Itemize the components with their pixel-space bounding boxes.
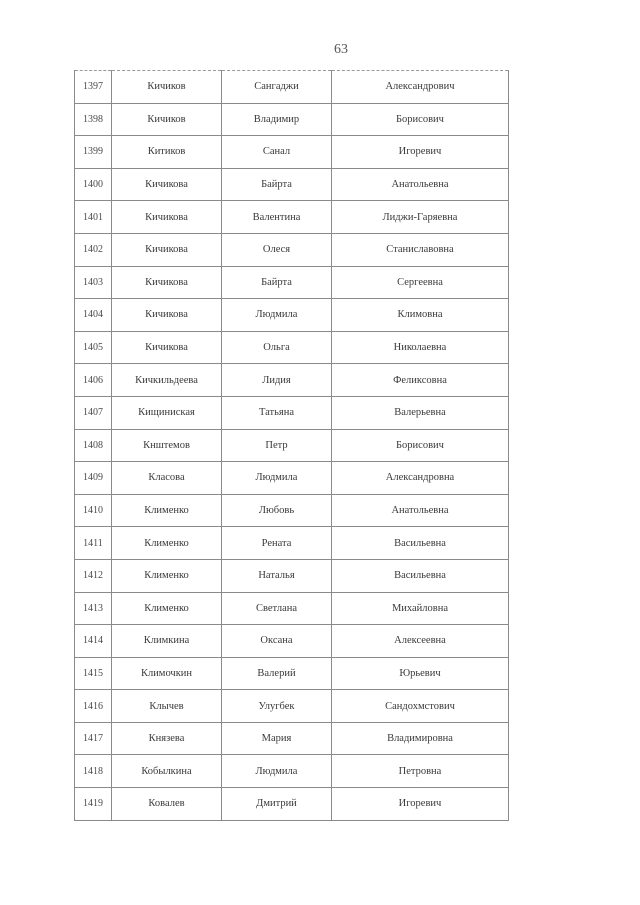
first-name-cell: Людмила [222,299,332,332]
patronymic-cell: Анатольевна [332,494,509,527]
row-number-cell: 1416 [75,690,112,723]
table-row [75,201,509,234]
surname-cell: Класова [112,462,222,495]
table-row [75,168,509,201]
surname-cell: Кичиков [112,103,222,136]
surname-cell: Климкина [112,625,222,658]
first-name-cell: Ольга [222,331,332,364]
surname-cell: Кобылкина [112,755,222,788]
patronymic-cell: Васильевна [332,527,509,560]
first-name-cell: Сангаджи [222,71,332,104]
row-number-cell: 1407 [75,396,112,429]
patronymic-cell: Александрович [332,71,509,104]
table-row [75,103,509,136]
table-row [75,71,509,104]
page-number: 63 [334,42,348,57]
table-row [75,527,509,560]
row-number-cell: 1397 [75,71,112,104]
first-name-cell: Мария [222,722,332,755]
first-name-cell: Лидия [222,364,332,397]
table-row [75,788,509,821]
row-number-cell: 1414 [75,625,112,658]
patronymic-cell: Игоревич [332,788,509,821]
surname-cell: Кичикова [112,201,222,234]
patronymic-cell: Сергеевна [332,266,509,299]
table-row [75,364,509,397]
patronymic-cell: Сандохмстович [332,690,509,723]
surname-cell: Кичикова [112,331,222,364]
surname-cell: Китиков [112,136,222,169]
row-number-cell: 1413 [75,592,112,625]
surname-cell: Клименко [112,559,222,592]
table-row [75,657,509,690]
row-number-cell: 1415 [75,657,112,690]
first-name-cell: Владимир [222,103,332,136]
surname-cell: Кнштемов [112,429,222,462]
table-row [75,592,509,625]
row-number-cell: 1399 [75,136,112,169]
row-number-cell: 1411 [75,527,112,560]
first-name-cell: Валерий [222,657,332,690]
surname-cell: Клименко [112,592,222,625]
table-row [75,429,509,462]
first-name-cell: Оксана [222,625,332,658]
row-number-cell: 1400 [75,168,112,201]
first-name-cell: Дмитрий [222,788,332,821]
patronymic-cell: Николаевна [332,331,509,364]
registry-table-body [75,71,509,821]
row-number-cell: 1417 [75,722,112,755]
surname-cell: Кичикова [112,266,222,299]
surname-cell: Клименко [112,527,222,560]
first-name-cell: Олеся [222,233,332,266]
surname-cell: Кичикова [112,233,222,266]
surname-cell: Кичикова [112,168,222,201]
row-number-cell: 1408 [75,429,112,462]
patronymic-cell: Алексеевна [332,625,509,658]
first-name-cell: Светлана [222,592,332,625]
row-number-cell: 1418 [75,755,112,788]
table-row [75,494,509,527]
patronymic-cell: Климовна [332,299,509,332]
table-row [75,559,509,592]
row-number-cell: 1403 [75,266,112,299]
patronymic-cell: Анатольевна [332,168,509,201]
patronymic-cell: Игоревич [332,136,509,169]
table-row [75,266,509,299]
surname-cell: Князева [112,722,222,755]
row-number-cell: 1401 [75,201,112,234]
patronymic-cell: Лиджи-Гаряевна [332,201,509,234]
first-name-cell: Валентина [222,201,332,234]
first-name-cell: Наталья [222,559,332,592]
patronymic-cell: Валерьевна [332,396,509,429]
row-number-cell: 1419 [75,788,112,821]
row-number-cell: 1398 [75,103,112,136]
first-name-cell: Санал [222,136,332,169]
patronymic-cell: Юрьевич [332,657,509,690]
registry-table [74,70,509,821]
table-row [75,396,509,429]
row-number-cell: 1410 [75,494,112,527]
first-name-cell: Петр [222,429,332,462]
table-row [75,625,509,658]
table-row [75,755,509,788]
table-row [75,722,509,755]
first-name-cell: Байрта [222,266,332,299]
first-name-cell: Людмила [222,462,332,495]
first-name-cell: Улугбек [222,690,332,723]
patronymic-cell: Васильевна [332,559,509,592]
patronymic-cell: Александровна [332,462,509,495]
patronymic-cell: Борисович [332,103,509,136]
surname-cell: Кичиков [112,71,222,104]
row-number-cell: 1404 [75,299,112,332]
first-name-cell: Рената [222,527,332,560]
table-row [75,331,509,364]
patronymic-cell: Петровна [332,755,509,788]
patronymic-cell: Станиславовна [332,233,509,266]
first-name-cell: Байрта [222,168,332,201]
table-row [75,136,509,169]
surname-cell: Клычев [112,690,222,723]
row-number-cell: 1405 [75,331,112,364]
first-name-cell: Татьяна [222,396,332,429]
surname-cell: Кищиниская [112,396,222,429]
surname-cell: Кичкильдеева [112,364,222,397]
patronymic-cell: Борисович [332,429,509,462]
patronymic-cell: Владимировна [332,722,509,755]
row-number-cell: 1402 [75,233,112,266]
row-number-cell: 1412 [75,559,112,592]
patronymic-cell: Михайловна [332,592,509,625]
table-row [75,462,509,495]
first-name-cell: Людмила [222,755,332,788]
table-row [75,690,509,723]
first-name-cell: Любовь [222,494,332,527]
surname-cell: Ковалев [112,788,222,821]
surname-cell: Клименко [112,494,222,527]
table-row [75,299,509,332]
patronymic-cell: Феликсовна [332,364,509,397]
row-number-cell: 1406 [75,364,112,397]
table-row [75,233,509,266]
surname-cell: Климочкин [112,657,222,690]
row-number-cell: 1409 [75,462,112,495]
surname-cell: Кичикова [112,299,222,332]
